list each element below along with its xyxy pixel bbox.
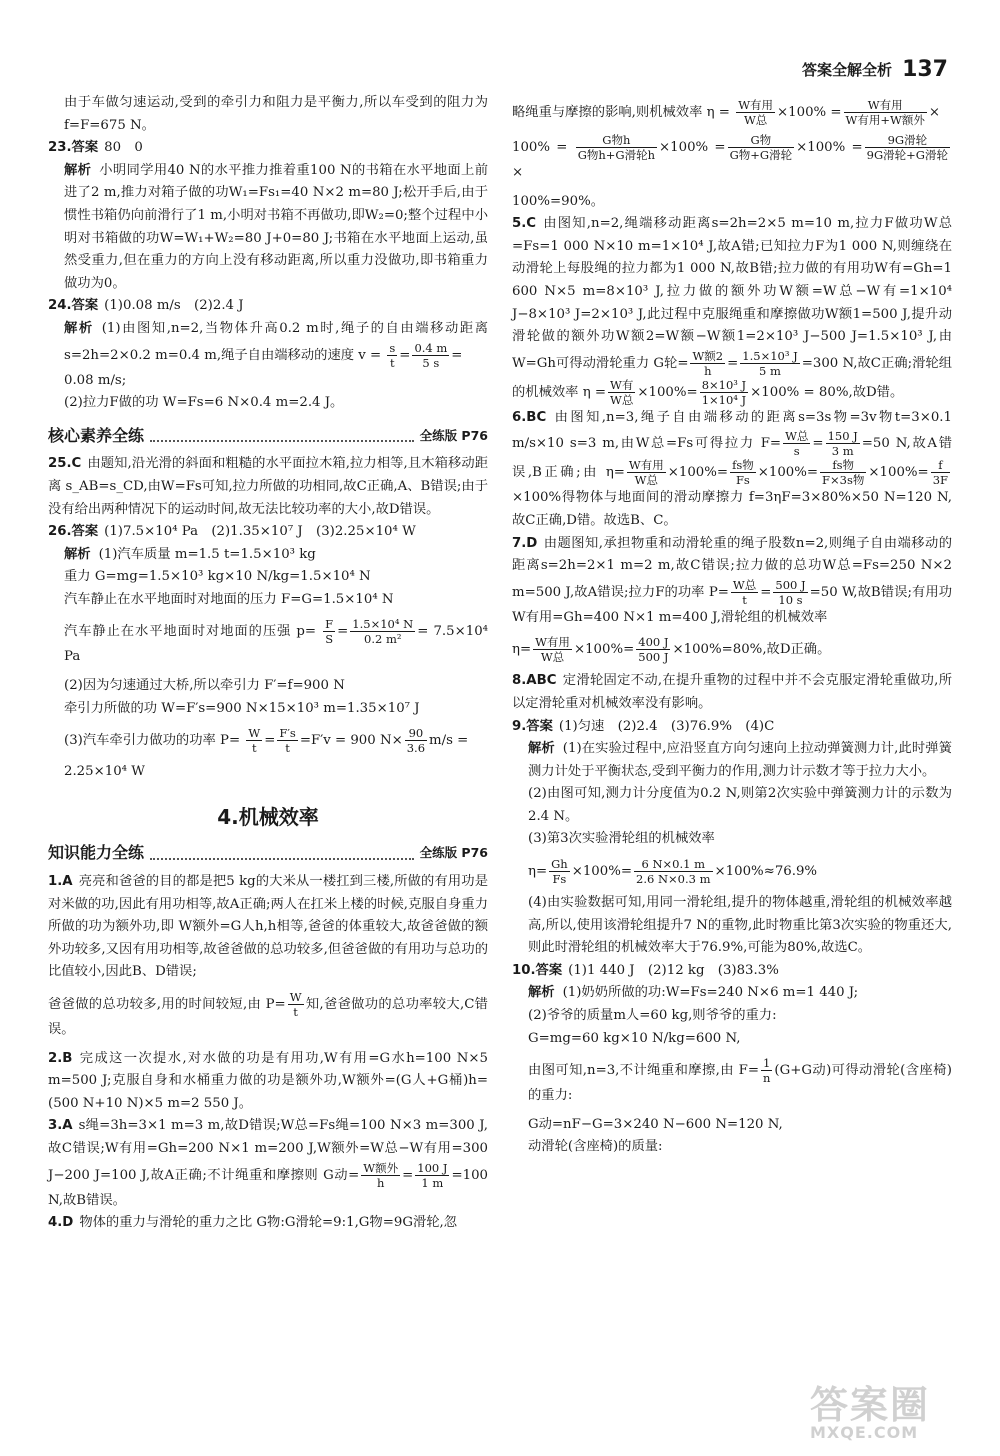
page-header [802, 52, 948, 86]
fraction: $\frac{s}{t}$ [389, 340, 396, 370]
equation: η= $\frac{\text{W有用}}{\text{W总}}$ ×100%= $\frac{400 J}{500 J}$ ×100%=80%,故D正确。 [512, 635, 831, 665]
paragraph: 重力 G=mg=1.5×10³ kg×10 N/kg=1.5×10⁴ N [64, 569, 371, 585]
paragraph: 牵引力所做的功 W=F′s=900 N×15×10³ m=1.35×10⁷ J [64, 700, 420, 716]
page-number: 137 [902, 56, 948, 82]
paragraph: 100%=90%。 [512, 193, 605, 209]
fraction: $\frac{1}{n}$ [762, 1056, 771, 1086]
paragraph: G=mg=60 kg×10 N/kg=600 N, [528, 1030, 741, 1046]
watermark-logo: 答案圈 MXQE.COM [810, 1383, 931, 1442]
analysis-10: 解析 (1)奶奶所做的功:W=Fs=240 N×6 m=1 440 J; [528, 985, 859, 1001]
equation: 略绳重与摩擦的影响,则机械效率 η = $\frac{\text{W有用}}{\text{W总}}$ ×100% = $\frac{\text{W有用}}{\text{W有用+W额外}}$ × [512, 98, 940, 127]
paragraph: (3)第3次实验滑轮组的机械效率 [528, 831, 715, 847]
fraction: $\frac{\text{G物h}}{\text{G物h+G滑轮h}}$ [577, 133, 656, 162]
left-column [48, 92, 488, 1235]
paragraph: 0.08 m/s; [64, 372, 127, 388]
fraction: $\frac{\text{W额外}}{h}$ [363, 1160, 399, 1190]
fraction: $\frac{400 J}{500 J}$ [638, 635, 669, 665]
fraction: $\frac{150 J}{3 m}$ [827, 429, 858, 459]
paragraph: (2)由图可知,测力计分度值为0.2 N,则第2次实验中弹簧测力计的示数为2.4 N。 [528, 786, 952, 824]
fraction: $\frac{\text{1.5×10³ J}}{5 m}$ [742, 348, 798, 378]
analysis-23: 解析 小明同学用40 N的水平推力推着重100 N的书箱在水平地面上前进了2 m,推力对箱子做的功W₁=Fs₁=40 N×2 m=80 J;松开手后,由于惯性书箱仍向前滑行了1 m,小明对书箱不再做功,即W₂=0;整个过程中小明对书箱做的功W=W₁+W₂=80 J+0=80 J;书箱在水平地面上运动,虽然受重力,但在重力的方向上没有移动距离,所以重力没做功,即书箱重力做功为0。 [64, 162, 488, 291]
fraction: $\frac{90}{3.6}$ [406, 726, 426, 756]
paragraph: (2)因为匀速通过大桥,所以牵引力 F′=f=900 N [64, 678, 345, 694]
fraction: $\frac{\text{W有用}}{\text{W总}}$ [738, 98, 774, 127]
fraction: $\frac{\text{1.5×10⁴ N}}{\text{0.2 m²}}$ [352, 617, 414, 647]
chapter-title: 4.机械效率 [217, 804, 319, 829]
fraction: $\frac{Gh}{Fs}$ [551, 857, 568, 887]
fraction: $\frac{6 N\times 0.1 m}{2.6 N\times 0.3 m}$ [636, 857, 711, 887]
fraction: $\frac{\text{9G滑轮}}{\text{9G滑轮+G滑轮}}$ [866, 133, 948, 162]
fraction: $\frac{\text{W有}}{\text{W总}}$ [610, 377, 634, 407]
question-3: 3.A s绳=3h=3×1 m=3 m,故D错误;W总=Fs绳=100 N×3 m=300 J,故C错误;W有用=Gh=200 N×1 m=200 J,W额外=W总−W有用=300 J−200 J=100 J,故A正确;不计绳重和摩擦则 G动= $\frac{\text{W额外}}{h}$ = $\frac{100 J}{1 m}$ =100 N,故B错误。 [48, 1118, 488, 1208]
fraction: $\frac{\text{W有用}}{\text{W有用+W额外}}$ [845, 98, 925, 127]
fraction: $\frac{\text{W额2}}{h}$ [692, 348, 724, 378]
fraction: $\frac{\text{fs物}}{\text{F×3s物}}$ [822, 458, 865, 488]
fraction: $\frac{f}{3F}$ [932, 458, 948, 488]
fraction: $\frac{\text{W有用}}{\text{W总}}$ [535, 635, 570, 665]
fraction: $\frac{500 J}{10 s}$ [775, 577, 806, 607]
question-24: 24.答案 (1)0.08 m/s (2)2.4 J [48, 298, 244, 314]
equation: 100% = $\frac{\text{G物h}}{\text{G物h+G滑轮h}}$ ×100% = $\frac{\text{G物}}{\text{G物+G滑轮}}$ ×100% = $\frac{\text{9G滑轮}}{\text{9G滑轮+G滑轮}}$ × [512, 133, 948, 180]
header-title: 答案全解全析 [802, 60, 893, 79]
question-4: 4.D 物体的重力与滑轮的重力之比 G物:G滑轮=9:1,G物=9G滑轮,忽 [48, 1215, 458, 1231]
paragraph: G动=nF−G=3×240 N−600 N=120 N, [528, 1116, 783, 1132]
fraction: $\frac{\text{fs物}}{Fs}$ [732, 458, 754, 488]
question-9: 9.答案 (1)匀速 (2)2.4 (3)76.9% (4)C [512, 718, 775, 734]
equation: 由图可知,n=3,不计绳重和摩擦,由 F= $\frac{1}{n}$ (G+G动)可得动滑轮(含座椅)的重力: [528, 1056, 952, 1104]
equation: (3)汽车牵引力做功的功率 P= $\frac{W}{t}$ = $\frac{F's}{t}$ =F′v = 900 N× $\frac{90}{3.6}$ m/s = [64, 726, 469, 756]
analysis-24: 解析 (1)由图知,n=2,当物体升高0.2 m时,绳子的自由端移动距离s=2h=2×0.2 m=0.4 m,绳子自由端移动的速度 v = $\frac{s}{t}$ = $\frac{0.4 m}{5 s}$ = [64, 320, 489, 370]
paragraph: (2)爷爷的质量m人=60 kg,则爷爷的重力: [528, 1008, 777, 1024]
question-5: 5.C 由图知,n=2,绳端移动距离s=2h=2×5 m=10 m,拉力F做功W总=Fs=1 000 N×10 m=1×10⁴ J,故A错;已知拉力F为1 000 N,则缠绕在动滑轮上每股绳的拉力都为1 000 N,故B错;拉力做的有用功W有=Gh=1 600 N×5 m=8×10³ J,拉力做的额外功W额=W总−W有=1×10⁴ J−8×10³ J=2×10³ J,此过程中克服绳重和摩擦做功W额1=500 J,提升动滑轮做的额外功W额2=W额−W额1=2×10³ J−500 J=1.5×10³ J,由W=Gh可得动滑轮重力 G轮= $\frac{\text{W额2}}{h}$ = $\frac{\text{1.5×10³ J}}{5 m}$ =300 N,故C正确;滑轮组的机械效率 η = $\frac{\text{W有}}{\text{W总}}$ ×100%= $\frac{\text{8×10³ J}}{\text{1×10⁴ J}}$ ×100% = 80%,故D错。 [512, 216, 953, 407]
section-heading: 知识能力全练 全练版 P76 [48, 843, 488, 863]
paragraph: (2)拉力F做的功 W=Fs=6 N×0.4 m=2.4 J。 [64, 395, 344, 411]
question-23: 23.答案 80 0 [48, 140, 143, 156]
paragraph: 动滑轮(含座椅)的质量: [528, 1139, 663, 1155]
question-8: 8.ABC 定滑轮固定不动,在提升重物的过程中并不会克服定滑轮重做功,所以定滑轮重对机械效率没有影响。 [512, 673, 952, 711]
fraction: $\frac{100 J}{1 m}$ [417, 1160, 448, 1190]
question-10: 10.答案 (1)1 440 J (2)12 kg (3)83.3% [512, 962, 779, 978]
question-2: 2.B 完成这一次提水,对水做的功是有用功,W有用=G水h=100 N×5 m=500 J;克服自身和水桶重力做的功是额外功,W额外=(G人+G桶)h=(500 N+10 N)×5 m=2 550 J。 [48, 1050, 488, 1111]
fraction: $\frac{W}{t}$ [248, 726, 261, 756]
fraction: $\frac{\text{W有用}}{\text{W总}}$ [628, 458, 664, 488]
fraction: $\frac{F's}{t}$ [279, 726, 296, 756]
equation: 爸爸做的总功较多,用的时间较短,由 P= $\frac{W}{t}$ 知,爸爸做功的总功率较大,C错误。 [48, 990, 488, 1037]
fraction: $\frac{F}{S}$ [325, 617, 334, 647]
fraction: $\frac{\text{G物}}{\text{G物+G滑轮}}$ [729, 133, 793, 162]
right-column [512, 92, 952, 1159]
fraction: $\frac{\text{W总}}{t}$ [732, 577, 757, 607]
analysis-9: 解析 (1)在实验过程中,应沿竖直方向匀速向上拉动弹簧测力计,此时弹簧测力计处于平衡状态,受到平衡力的作用,测力计示数才等于拉力大小。 [528, 741, 952, 779]
paragraph: (4)由实验数据可知,用同一滑轮组,提升的物体越重,滑轮组的机械效率越高,所以,使用该滑轮组提升7 N的重物,此时物重比第3次实验的物重还大,则此时滑轮组的机械效率大于76.9%,可能为80%,故选C。 [528, 895, 952, 956]
section-heading: 核心素养全练 全练版 P76 [48, 425, 488, 445]
paragraph: 由于车做匀速运动,受到的牵引力和阻力是平衡力,所以车受到的阻力为f=F=675 N。 [64, 95, 488, 133]
equation: 汽车静止在水平地面时对地面的压强 p= $\frac{F}{S}$ = $\frac{\text{1.5×10⁴ N}}{\text{0.2 m²}}$ = 7.5×10⁴ Pa [64, 617, 488, 665]
analysis-26: 解析 (1)汽车质量 m=1.5 t=1.5×10³ kg [64, 546, 316, 562]
fraction: $\frac{0.4 m}{5 s}$ [414, 340, 448, 370]
fraction: $\frac{W}{t}$ [289, 990, 302, 1019]
fraction: $\frac{\text{W总}}{s}$ [785, 429, 809, 459]
question-7: 7.D 由题图知,承担物重和动滑轮重的绳子股数n=2,则绳子自由端移动的距离s=2h=2×1 m=2 m,故C错误;拉力做的总功W总=Fs=250 N×2 m=500 J,故A错误;拉力F的功率 P= $\frac{\text{W总}}{t}$ = $\frac{500 J}{10 s}$ =50 W,故B错误;有用功W有用=Gh=400 N×1 m=400 J,滑轮组的机械效率 [512, 535, 952, 625]
paragraph: 2.25×10⁴ W [64, 764, 145, 780]
paragraph: 汽车静止在水平地面时对地面的压力 F=G=1.5×10⁴ N [64, 591, 394, 607]
equation: η= $\frac{Gh}{Fs}$ ×100%= $\frac{6 N\times 0.1 m}{2.6 N\times 0.3 m}$ ×100%≈76.9% [528, 857, 818, 887]
question-6: 6.BC 由图知,n=3,绳子自由端移动的距离s=3s物=3v物t=3×0.1 m/s×10 s=3 m,由W总=Fs可得拉力 F= $\frac{\text{W总}}{s}$ = $\frac{150 J}{3 m}$ =50 N,故A错误,B正确;由 η= $\frac{\text{W有用}}{\text{W总}}$ ×100%= $\frac{\text{fs物}}{Fs}$ ×100%= $\frac{\text{fs物}}{\text{F×3s物}}$ ×100%= $\frac{f}{3F}$ ×100%得物体与地面间的滑动摩擦力 f=3ηF=3×80%×50 N=120 N,故C正确,D错。故选B、C。 [512, 409, 952, 528]
fraction: $\frac{\text{8×10³ J}}{\text{1×10⁴ J}}$ [701, 377, 747, 407]
question-26: 26.答案 (1)7.5×10⁴ Pa (2)1.35×10⁷ J (3)2.25×10⁴ W [48, 524, 416, 540]
question-1: 1.A 亮亮和爸爸的目的都是把5 kg的大米从一楼扛到三楼,所做的有用功是对米做的功,因此有用功相等,故A正确;两人在扛米上楼的时候,克服自身重力所做的功为额外功,即 W额外=G人h,h相等,爸爸的体重较大,故爸爸做的额外功较多,又因有用功相等,故爸爸做的总功较多,但爸爸做的有用功与总功的比值较小,因此B、D错误; [48, 874, 488, 980]
question-25: 25.C 由题知,沿光滑的斜面和粗糙的水平面拉木箱,拉力相等,且木箱移动距离 s_AB=s_CD,由W=Fs可知,拉力所做的功相同,故C正确,A、B错误;由于没有给出两种情况下的运动时间,故无法比较功率的大小,故D错误。 [48, 456, 488, 517]
